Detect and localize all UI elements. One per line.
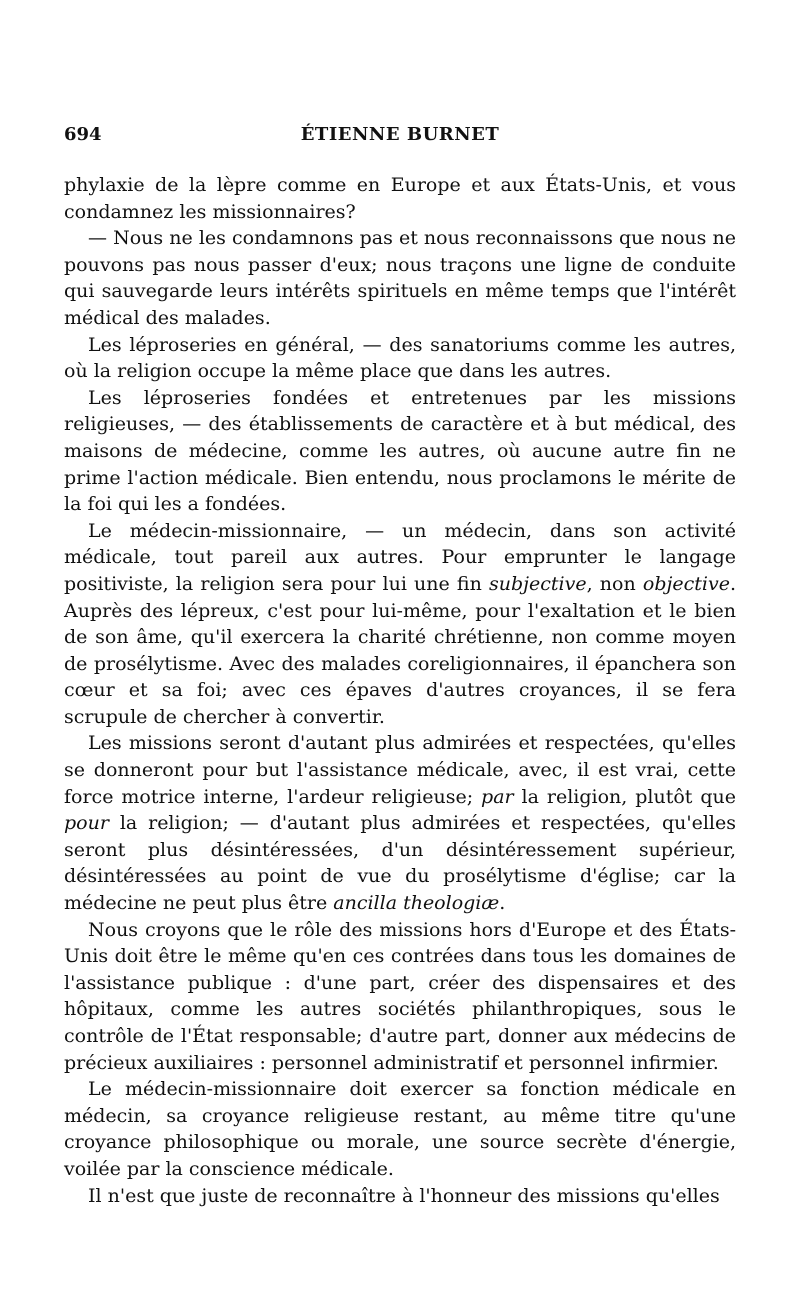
paragraph-2 bbox=[64, 332, 736, 385]
text-segment: Les léproseries en général, — des sanatoriums comme les autres, où la religion occupe la même place que dans les autres. bbox=[64, 333, 736, 383]
italic-term: ancilla theologiæ bbox=[333, 892, 500, 915]
italic-term: pour bbox=[64, 812, 109, 835]
body-text bbox=[64, 172, 736, 1209]
text-segment: — Nous ne les condamnons pas et nous reconnaissons que nous ne pouvons pas nous passer d'eux; nous traçons une ligne de conduite qui sauvegarde leurs intérêts spirituels en même temps que l'intérêt médical des malades. bbox=[64, 227, 736, 329]
italic-term: objective bbox=[642, 572, 730, 595]
text-segment: . Auprès des lépreux, c'est pour lui-même, pour l'exaltation et le bien de son âme, qu'il exercera la charité chrétienne, non comme moyen de prosélytisme. Avec des malades coreligionnaires, il épanchera son cœur et sa foi; avec ces épaves d'autres croyances, il se fera scrupule de chercher à convertir. bbox=[64, 572, 736, 728]
text-segment: Les léproseries fondées et entretenues par les missions religieuses, — des établissements de caractère et à but médical, des maisons de médecine, comme les autres, où aucune autre fin ne prime l'action médicale. Bien entendu, nous proclamons le mérite de la foi qui les a fondées. bbox=[64, 386, 736, 516]
italic-term: par bbox=[481, 785, 514, 808]
paragraph-3 bbox=[64, 385, 736, 518]
text-segment: la religion; — d'autant plus admirées et respectées, qu'elles seront plus désintéressées, d'un désintéressement supérieur, désintéressées au point de vue du prosélytisme d'église; car la médecine ne peut plus être bbox=[64, 812, 736, 915]
page-number: 694 bbox=[64, 124, 102, 145]
paragraph-8 bbox=[64, 1183, 736, 1210]
text-segment: . bbox=[499, 892, 506, 915]
page-header bbox=[64, 124, 736, 152]
paragraph-1 bbox=[64, 225, 736, 331]
italic-term: subjective bbox=[488, 572, 587, 595]
paragraph-6 bbox=[64, 917, 736, 1077]
text-segment: Le médecin-missionnaire, — un médecin, dans son activité médicale, tout pareil aux autres. Pour emprunter le langage positiviste, la religion sera pour lui une fin bbox=[64, 519, 736, 595]
text-segment: phylaxie de la lèpre comme en Europe et aux États-Unis, et vous condamnez les missionnaires? bbox=[64, 174, 736, 223]
text-segment: la religion, plutôt que bbox=[513, 785, 736, 808]
text-segment: , non bbox=[586, 572, 643, 595]
text-segment: Il n'est que juste de reconnaître à l'honneur des missions qu'elles bbox=[88, 1184, 720, 1207]
text-segment: Le médecin-missionnaire doit exercer sa fonction médicale en médecin, sa croyance religieuse restant, au même titre qu'une croyance philosophique ou morale, une source secrète d'énergie, voilée par la conscience médicale. bbox=[64, 1078, 736, 1180]
paragraph-4 bbox=[64, 518, 736, 731]
text-segment: Les missions seront d'autant plus admirées et respectées, qu'elles se donneront pour but l'assistance médicale, avec, il est vrai, cette force motrice interne, l'ardeur religieuse; bbox=[64, 732, 736, 808]
paragraph-5 bbox=[64, 730, 736, 916]
text-segment: Nous croyons que le rôle des missions hors d'Europe et des États-Unis doit être le même qu'en ces contrées dans tous les domaines de l'assistance publique : d'une part, créer des dispensaires et des hôpitaux, comme les autres sociétés philanthropiques, sous le contrôle de l'État responsable; d'autre part, donner aux médecins de précieux auxiliaires : personnel administratif et personnel infirmier. bbox=[64, 918, 736, 1074]
running-title: ÉTIENNE BURNET bbox=[300, 124, 500, 145]
paragraph-0 bbox=[64, 172, 736, 225]
paragraph-7 bbox=[64, 1076, 736, 1182]
